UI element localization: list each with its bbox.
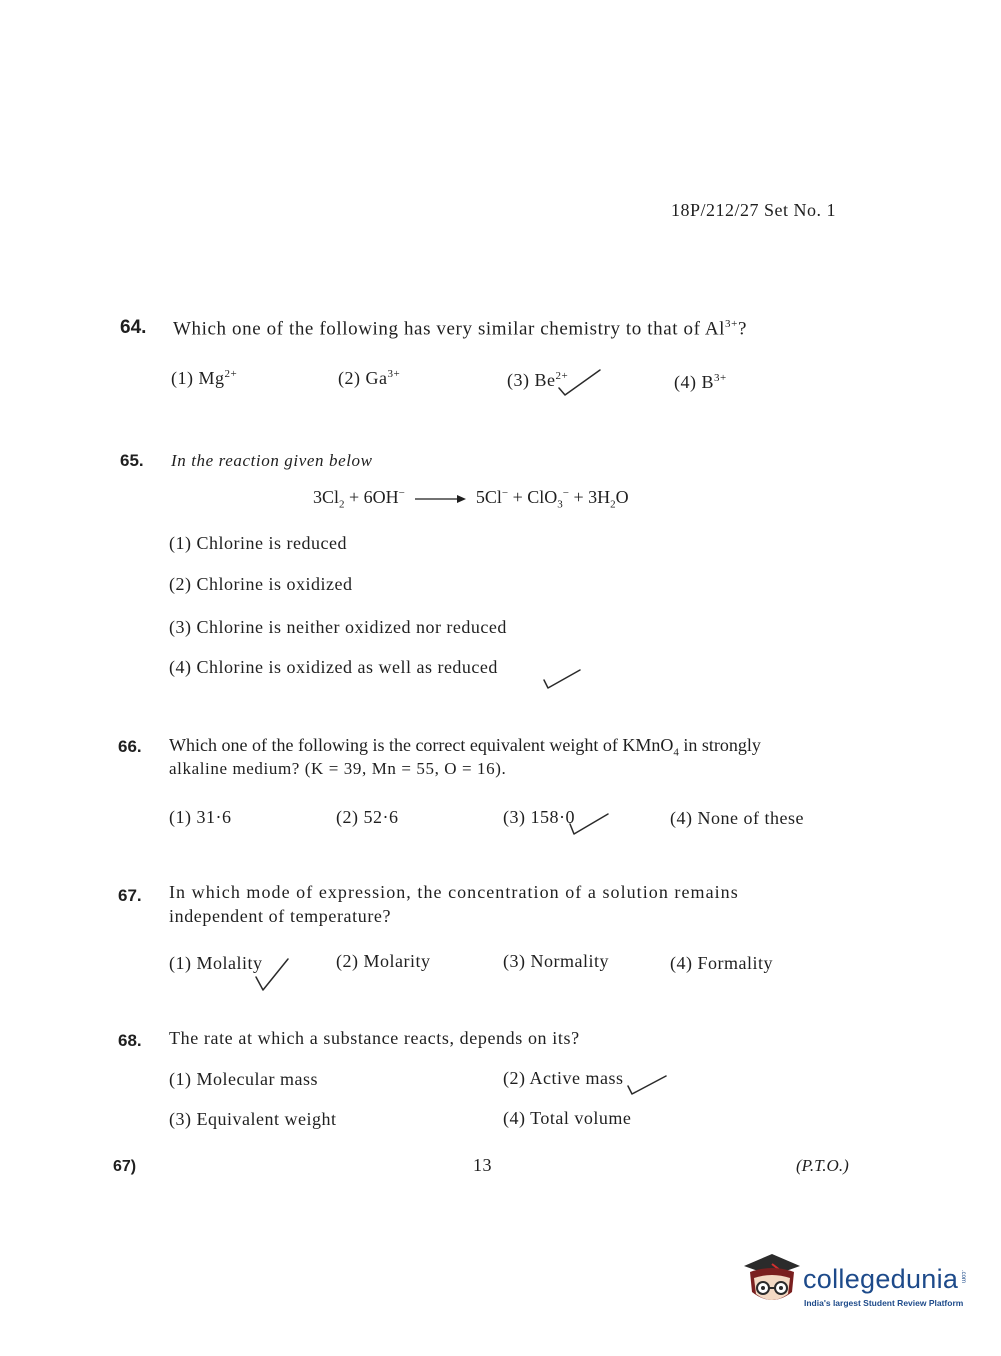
q66-option-3: (3) 158·0 <box>503 807 575 827</box>
footer-code: 67) <box>113 1158 137 1175</box>
question-67-number: 67. <box>118 886 142 905</box>
page-number: 13 <box>473 1155 492 1175</box>
q65-option-1: (1) Chlorine is reduced <box>169 533 347 553</box>
q67-option-2: (2) Molarity <box>336 951 431 971</box>
question-67-text-line1: In which mode of expression, the concentration of a solution remains <box>169 882 739 902</box>
question-66-text-line2: alkaline medium? (K = 39, Mn = 55, O = 16). <box>169 759 507 778</box>
q67-option-4: (4) Formality <box>670 953 773 973</box>
q64-option-4: (4) $B^{3+}$ <box>674 372 727 392</box>
q64-option-3: (3) $Be^{2+}$ <box>507 370 569 390</box>
tick-mark-icon <box>622 1070 670 1098</box>
q67-option-1: (1) Molality <box>169 953 263 973</box>
question-64-text: Which one of the following has very similar chemistry to that of $Al^{3+}$? <box>173 318 747 340</box>
question-68-number: 68. <box>118 1031 142 1050</box>
q68-option-3: (3) Equivalent weight <box>169 1109 337 1129</box>
question-64-number: 64. <box>120 317 147 338</box>
reaction-arrow-icon <box>413 493 467 505</box>
tick-mark-icon <box>540 662 584 692</box>
logo-tagline: India's largest Student Review Platform <box>804 1298 964 1308</box>
please-turn-over: (P.T.O.) <box>796 1156 849 1175</box>
q65-option-4: (4) Chlorine is oxidized as well as reduced <box>169 657 498 677</box>
q67-option-3: (3) Normality <box>503 951 609 971</box>
tick-mark-icon <box>556 366 606 400</box>
question-66-text-line1: Which one of the following is the correct equivalent weight of KMnO$_4$ in strongly <box>169 735 761 759</box>
q68-option-1: (1) Molecular mass <box>169 1069 318 1089</box>
tick-mark-icon <box>566 810 612 838</box>
q68-option-4: (4) Total volume <box>503 1108 632 1128</box>
logo-com-suffix: .com <box>960 1270 966 1284</box>
collegedunia-mascot-icon <box>742 1248 802 1310</box>
q68-option-2: (2) Active mass <box>503 1068 624 1088</box>
question-67-text-line2: independent of temperature? <box>169 906 392 926</box>
reaction-equation: $3Cl_2 + 6OH^-$ $5Cl^- + ClO_3^- + 3H_2O$ <box>313 487 629 511</box>
q64-option-1: (1) $Mg^{2+}$ <box>171 368 238 388</box>
question-65-number: 65. <box>120 451 144 470</box>
paper-code: 18P/212/27 Set No. 1 <box>671 200 837 220</box>
question-68-text: The rate at which a substance reacts, depends on its? <box>169 1028 580 1048</box>
q65-option-3: (3) Chlorine is neither oxidized nor reduced <box>169 617 507 637</box>
q66-option-4: (4) None of these <box>670 808 804 828</box>
tick-mark-icon <box>252 955 292 995</box>
q66-option-1: (1) 31·6 <box>169 807 232 827</box>
question-65-text: In the reaction given below <box>171 451 373 470</box>
q65-option-2: (2) Chlorine is oxidized <box>169 574 353 594</box>
question-66-number: 66. <box>118 737 142 756</box>
q66-option-2: (2) 52·6 <box>336 807 399 827</box>
q64-option-2: (2) $Ga^{3+}$ <box>338 368 401 388</box>
logo-wordmark: collegedunia <box>803 1264 959 1294</box>
